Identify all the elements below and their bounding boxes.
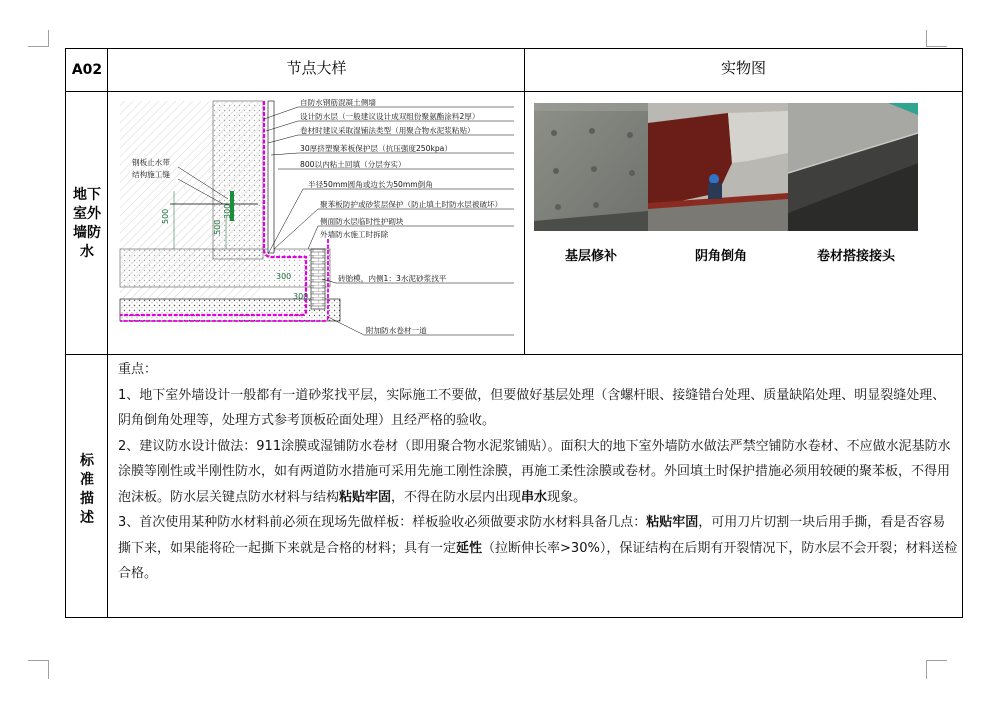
desc-title: 重点：	[118, 362, 158, 377]
table-divider	[524, 49, 525, 354]
photo-caption: 卷材搭接接头	[816, 249, 895, 264]
crop-mark-bottom-left	[28, 660, 49, 679]
table-divider	[66, 354, 962, 355]
spec-table	[65, 48, 963, 618]
node-detail-header: 节点大样	[286, 59, 347, 77]
dimension-label: 300	[276, 272, 292, 281]
description-label: 标 准 描 述	[80, 453, 94, 526]
drawing-label: 30厚挤塑聚苯板保护层（抗压强度250kpa）	[300, 144, 452, 153]
crop-mark-top-left	[28, 30, 49, 47]
photo-corner-chamfer	[648, 103, 788, 231]
drawing-label: 800以内粘土回填（分层夯实）	[300, 160, 406, 169]
desc-point-2: 2、建议防水设计做法：911涂膜或湿铺防水卷材（即用聚合物水泥浆铺贴）。面积大的地下室外墙防水做法严禁空铺防水卷材、不应做水泥基防水涂膜等刚性或半刚性防水，如有两道防水措施可采用先施工刚性涂膜，再施工柔性涂膜或卷材。外回填土时保护措施必须用较硬的聚苯板，不得用泡沫板。防水层关键点防水材料与结构粘贴牢固，不得在防水层内出现串水现象。	[118, 438, 951, 505]
desc-point-1: 1、地下室外墙设计一般都有一道砂浆找平层，实际施工不要做，但要做好基层处理（含螺杆眼、接缝错台处理、质量缺陷处理、明显裂缝处理、阴角倒角处理等，处理方式参考顶板砼面处理）且经严格的验收。	[118, 387, 946, 428]
drawing-label: 钢板止水带	[132, 158, 170, 167]
drawing-label: 自防水钢筋混凝土侧墙	[300, 99, 376, 107]
drawing-label: 结构施工缝	[132, 170, 170, 179]
drawing-label: 侧面防水层临时性护砌块	[320, 217, 404, 226]
node-code: A02	[71, 62, 103, 78]
photo-caption: 基层修补	[564, 249, 617, 264]
drawing-label: 卷材时建议采取湿铺法类型（用聚合物水泥浆粘贴）	[300, 126, 475, 135]
desc-point-3: 3、首次使用某种防水材料前必须在现场先做样板：样板验收必须做要求防水材料具备几点：粘贴牢固，可用刀片切割一块后用手撕，看是否容易撕下来，如果能将砼一起撕下来就是合格的材料；具有一定延性（拉断伸长率>30%），保证结构在后期有开裂情况下，防水层不会开裂；材料送检合格。	[118, 515, 958, 581]
photo-membrane-joint	[788, 103, 918, 231]
dimension-label: 300	[293, 292, 309, 301]
floor-slab	[120, 249, 330, 287]
drawing-label: 附加防水卷材一道	[366, 326, 427, 335]
node-detail-drawing	[118, 99, 522, 353]
drawing-label: 设计防水层（一般建议设计成双组份聚氨酯涂料2厚）	[300, 112, 480, 121]
dimension-label: 500	[213, 219, 222, 235]
drawing-label: 砖胎模，内侧1：3水泥砂浆找平	[338, 274, 447, 283]
crop-mark-bottom-right	[926, 660, 947, 679]
drawing-label: 聚苯板防护或砂浆层保护（防止填土时防水层被破坏）	[320, 200, 503, 209]
photo-caption: 阴角倒角	[694, 249, 747, 264]
dimension-label: 500	[161, 208, 170, 224]
dimension-label: 300	[223, 203, 232, 219]
crop-mark-top-right	[926, 30, 947, 47]
table-divider	[66, 91, 962, 92]
photo-header: 实物图	[720, 59, 766, 77]
standard-description	[118, 357, 958, 587]
photo-base-repair	[534, 103, 648, 231]
row-label: 地下 室外 墙防 水	[73, 187, 101, 260]
drawing-label: 外墙防水施工时拆除	[320, 230, 389, 239]
table-divider	[107, 49, 108, 617]
protection-board	[268, 101, 274, 253]
drawing-label: 半径50mm圆角或边长为50mm倒角	[308, 180, 433, 189]
